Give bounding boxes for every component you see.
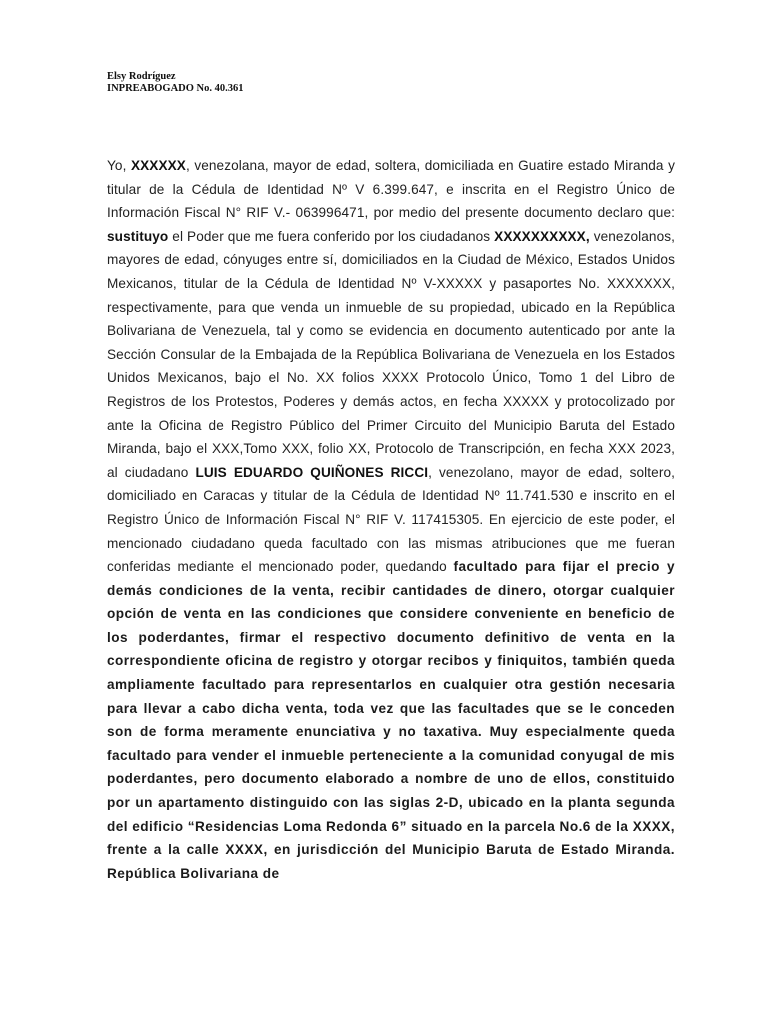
body-text-3: el Poder que me fuera conferido por los ciudadanos xyxy=(168,228,495,244)
attorney-registration: INPREABOGADO No. 40.361 xyxy=(107,83,244,94)
attorney-header xyxy=(107,71,244,95)
powers-clause: facultado para fijar el precio y demás condiciones de la venta, recibir cantidades de dinero, otorgar cualquier opción de venta en las condiciones que considere conveniente en beneficio de los poderdantes, firmar el respectivo documento definitivo de venta en la correspondiente oficina de registro y otorgar recibos y finiquitos, también queda ampliamente facultado para representarlos en cualquier otra gestión necesaria para llevar a cabo dicha venta, toda vez que las facultades que se le conceden son de forma meramente enunciativa y no taxativa. Muy especialmente queda facultado para vender el inmueble perteneciente a la comunidad conyugal de mis poderdantes, pero documento elaborado a nombre de uno de ellos, constituido por un apartamento distinguido con las siglas 2-D, ubicado en la planta segunda del edificio “Residencias Loma Redonda 6” situado en la parcela No.6 de la XXXX, frente a la calle XXXX, en jurisdicción del Municipio Baruta de Estado Miranda. República Bolivariana de xyxy=(107,559,675,881)
attorney-name: Elsy Rodríguez xyxy=(107,71,176,82)
body-text-2: , venezolana, mayor de edad, soltera, domiciliada en Guatire estado Miranda y titular de la Cédula de Identidad Nº V 6.399.647, e inscrita en el Registro Único de Información Fiscal N° RIF V.- 063996471, por medio del presente documento declaro que: xyxy=(107,158,675,221)
body-text-5: , venezolano, mayor de edad, soltero, domiciliado en Caracas y titular de la Cédula de Identidad Nº 11.741.530 e inscrito en el Registro Único de Información Fiscal N° RIF V. 117415305. En ejercicio de este poder, el mencionado ciudadano queda facultado con las mismas atribuciones que me fueran conferidas mediante el mencionado poder, quedando xyxy=(107,464,676,575)
principals-names: XXXXXXXXXX, xyxy=(494,228,590,244)
body-text-4: venezolanos, mayores de edad, cónyuges entre sí, domiciliados en la Ciudad de México, Estados Unidos Mexicanos, titular de la Cédula de Identidad Nº V-XXXXX y pasaportes No. XXXXXXX, respectivamente, para que venda un inmueble de su propiedad, ubicado en la República Bolivariana de Venezuela, tal y como se evidencia en documento autenticado por ante la Sección Consular de la Embajada de la República Bolivariana de Venezuela en los Estados Unidos Mexicanos, bajo el No. XX folios XXXX Protocolo Único, Tomo 1 del Libro de Registros de los Protestos, Poderes y demás actos, en fecha XXXXX y protocolizado por ante la Oficina de Registro Público del Primer Circuito del Municipio Baruta del Estado Miranda, bajo el XXX,Tomo XXX, folio XX, Protocolo de Transcripción, en fecha XXX 2023, al ciudadano xyxy=(107,228,676,480)
document-body xyxy=(107,154,675,885)
grantor-name: XXXXXX xyxy=(130,158,186,173)
substitute-name: LUIS EDUARDO QUIÑONES RICCI xyxy=(195,464,429,480)
substitution-verb: sustituyo xyxy=(107,228,169,244)
body-text-1: Yo, xyxy=(107,158,131,173)
